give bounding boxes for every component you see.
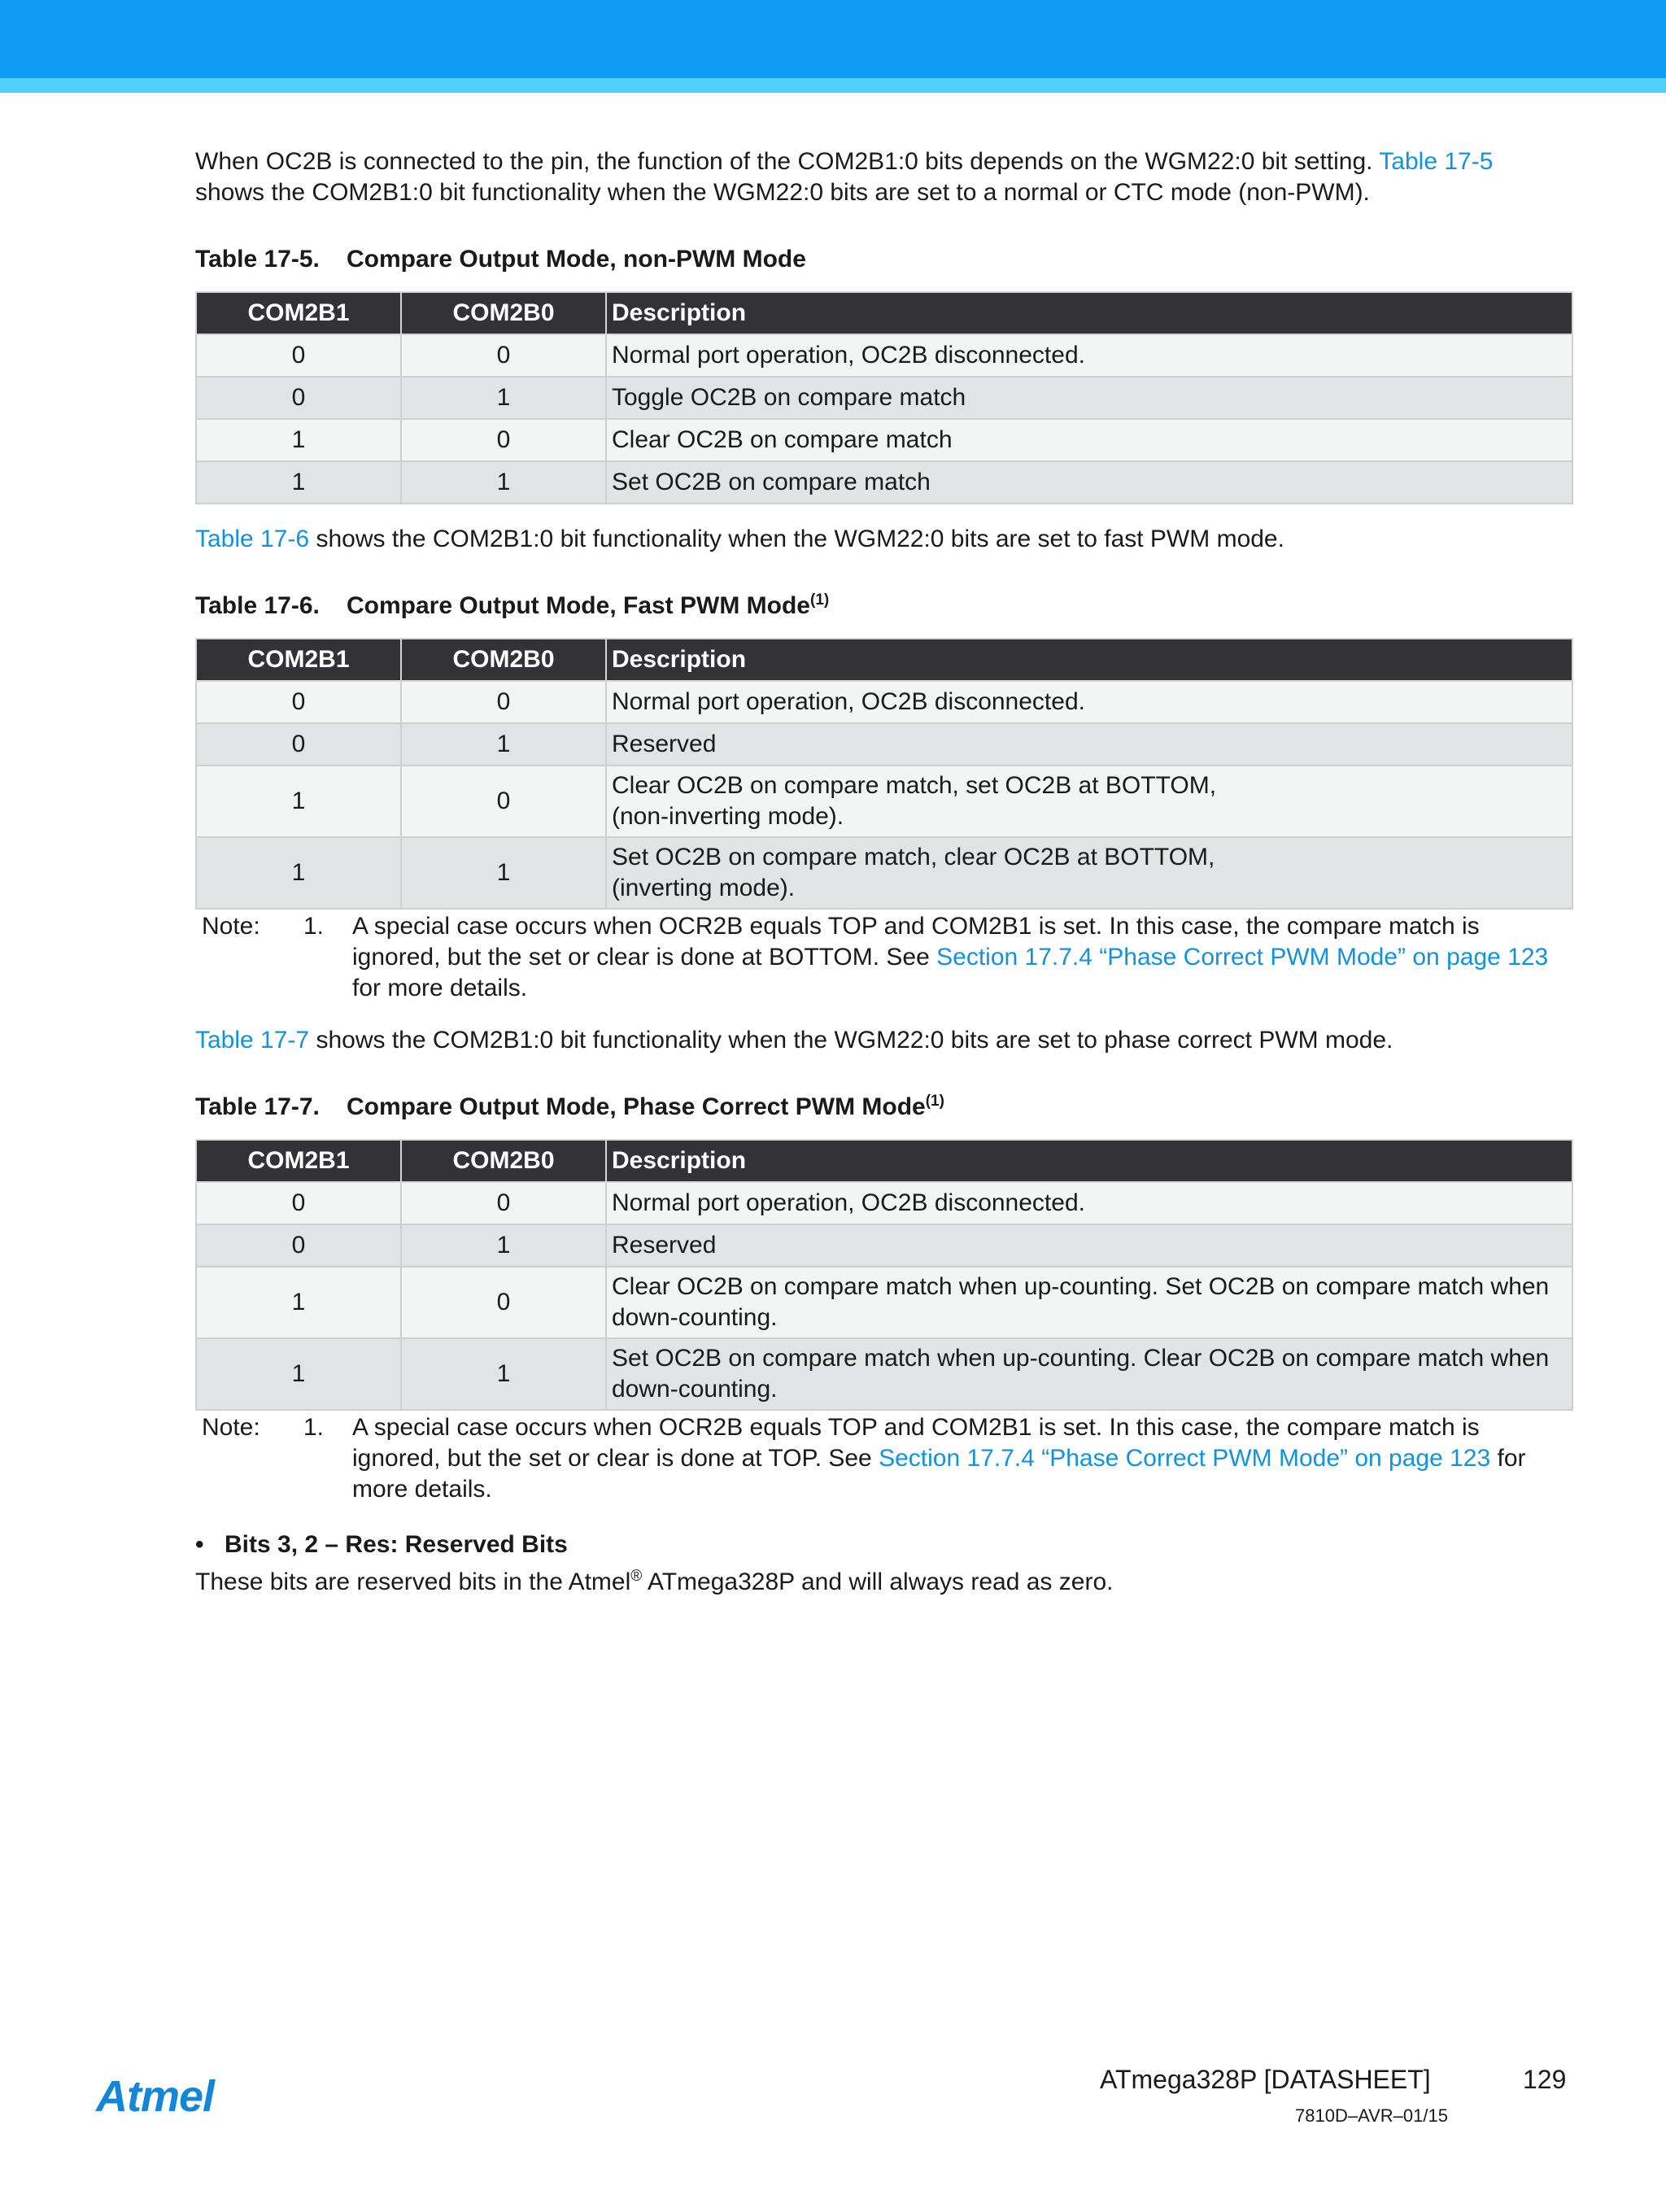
atmel-logo: Atmel <box>96 2072 215 2121</box>
cell-com2b0: 1 <box>401 1224 606 1267</box>
table-number: Table 17-6. <box>195 592 320 619</box>
cell-com2b0: 0 <box>401 1182 606 1224</box>
section-17-7-4-link[interactable]: Section 17.7.4 “Phase Correct PWM Mode” on page 123 <box>936 944 1549 971</box>
cell-description: Normal port operation, OC2B disconnected. <box>606 1182 1572 1224</box>
table-17-7-intro <box>195 1025 1573 1056</box>
note-text <box>352 911 1573 1004</box>
cell-com2b0: 1 <box>401 1338 606 1410</box>
cell-com2b0: 0 <box>401 1267 606 1338</box>
reserved-bits-text <box>195 1567 1573 1598</box>
cell-description: Normal port operation, OC2B disconnected. <box>606 334 1572 377</box>
intro-paragraph <box>195 146 1573 208</box>
cell-description <box>606 766 1572 837</box>
table-17-5-link[interactable]: Table 17-5 <box>1379 148 1494 175</box>
note-label: Note: <box>202 913 260 940</box>
cell-description <box>606 1338 1572 1410</box>
cell-com2b1: 0 <box>196 681 401 723</box>
description-line: Set OC2B on compare match, clear OC2B at BOTTOM, <box>612 844 1215 870</box>
cell-com2b1: 0 <box>196 377 401 419</box>
paragraph-text: shows the COM2B1:0 bit functionality when the WGM22:0 bits are set to phase correct PWM mode. <box>309 1027 1393 1054</box>
table-row <box>196 461 1572 504</box>
note-index: 1. <box>303 913 325 940</box>
table-17-6 <box>195 638 1573 910</box>
description-line: down-counting. <box>612 1376 778 1403</box>
header-com2b0: COM2B0 <box>401 292 606 334</box>
intro-text-cont: shows the COM2B1:0 bit functionality when the WGM22:0 bits are set to a normal or CTC mode (non-PWM). <box>195 179 1370 206</box>
note-text-part: A special case occurs when OCR2B equals TOP and COM2B1 is set. In this case, the compare match is ignored, but the set or clear is done at BOTTOM. See <box>352 913 1480 971</box>
header-description: Description <box>606 292 1572 334</box>
table-17-7-note <box>195 1412 1573 1505</box>
cell-com2b0: 0 <box>401 419 606 461</box>
note-text <box>352 1412 1573 1505</box>
table-row <box>196 1267 1572 1338</box>
cell-com2b1: 1 <box>196 461 401 504</box>
table-17-6-note <box>195 911 1573 1004</box>
header-description: Description <box>606 639 1572 681</box>
table-header-row <box>196 292 1572 334</box>
reserved-bits-heading <box>195 1529 1573 1560</box>
cell-com2b1: 1 <box>196 419 401 461</box>
cell-com2b0: 1 <box>401 377 606 419</box>
note-text-part: for more details. <box>352 1445 1526 1503</box>
cell-com2b0: 0 <box>401 766 606 837</box>
table-row <box>196 334 1572 377</box>
cell-com2b0: 1 <box>401 837 606 909</box>
table-row <box>196 1224 1572 1267</box>
cell-description: Set OC2B on compare match <box>606 461 1572 504</box>
table-17-5-caption <box>195 244 1573 275</box>
table-17-6-intro <box>195 524 1573 555</box>
cell-com2b1: 1 <box>196 766 401 837</box>
table-17-7-caption <box>195 1092 1573 1123</box>
doc-code: 7810D–AVR–01/15 <box>1295 2105 1448 2126</box>
table-number: Table 17-5. <box>195 246 320 273</box>
note-index: 1. <box>303 1414 325 1441</box>
cell-com2b1: 1 <box>196 837 401 909</box>
cell-description: Reserved <box>606 1224 1572 1267</box>
cell-com2b0: 1 <box>401 461 606 504</box>
header-description: Description <box>606 1140 1572 1182</box>
table-title: Compare Output Mode, Phase Correct PWM Mode <box>347 1093 926 1120</box>
header-accent-strip <box>0 78 1666 93</box>
table-title: Compare Output Mode, non-PWM Mode <box>347 246 806 273</box>
table-row <box>196 723 1572 766</box>
table-17-7 <box>195 1139 1573 1411</box>
cell-com2b0: 0 <box>401 334 606 377</box>
cell-com2b0: 0 <box>401 681 606 723</box>
cell-com2b1: 0 <box>196 1224 401 1267</box>
cell-description: Clear OC2B on compare match <box>606 419 1572 461</box>
description-line: (inverting mode). <box>612 875 796 901</box>
registered-mark: ® <box>630 1568 643 1585</box>
table-number: Table 17-7. <box>195 1093 320 1120</box>
cell-description <box>606 837 1572 909</box>
cell-description <box>606 1267 1572 1338</box>
header-com2b1: COM2B1 <box>196 639 401 681</box>
table-row <box>196 419 1572 461</box>
table-title: Compare Output Mode, Fast PWM Mode <box>347 592 810 619</box>
cell-com2b1: 0 <box>196 334 401 377</box>
header-band <box>0 0 1666 78</box>
table-row <box>196 1182 1572 1224</box>
header-com2b1: COM2B1 <box>196 292 401 334</box>
intro-text: When OC2B is connected to the pin, the function of the COM2B1:0 bits depends on the WGM22:0 bit setting. <box>195 148 1380 175</box>
cell-description: Reserved <box>606 723 1572 766</box>
heading-text: Bits 3, 2 – Res: Reserved Bits <box>225 1531 568 1558</box>
table-17-7-link[interactable]: Table 17-7 <box>195 1027 310 1054</box>
table-row <box>196 681 1572 723</box>
note-text-part: for more details. <box>352 975 528 1001</box>
note-text-part: A special case occurs when OCR2B equals TOP and COM2B1 is set. In this case, the compare match is ignored, but the set or clear is done at TOP. See <box>352 1414 1480 1472</box>
note-label: Note: <box>202 1414 260 1441</box>
table-row <box>196 1338 1572 1410</box>
paragraph-text: shows the COM2B1:0 bit functionality when the WGM22:0 bits are set to fast PWM mode. <box>309 526 1284 552</box>
description-line: Clear OC2B on compare match, set OC2B at BOTTOM, <box>612 772 1217 799</box>
header-com2b0: COM2B0 <box>401 639 606 681</box>
cell-com2b1: 1 <box>196 1267 401 1338</box>
footer-doc-title: ATmega328P [DATASHEET] <box>1100 2065 1431 2094</box>
cell-com2b1: 0 <box>196 1182 401 1224</box>
table-17-5 <box>195 291 1573 504</box>
cell-com2b1: 1 <box>196 1338 401 1410</box>
table-header-row <box>196 639 1572 681</box>
table-17-6-link[interactable]: Table 17-6 <box>195 526 310 552</box>
table-header-row <box>196 1140 1572 1182</box>
section-17-7-4-link[interactable]: Section 17.7.4 “Phase Correct PWM Mode” on page 123 <box>879 1445 1491 1472</box>
table-row <box>196 837 1572 909</box>
footnote-marker: (1) <box>925 1093 944 1110</box>
table-row <box>196 766 1572 837</box>
bullet-marker: • <box>195 1531 204 1558</box>
page-content <box>195 146 1573 1598</box>
cell-description: Toggle OC2B on compare match <box>606 377 1572 419</box>
paragraph-text: ATmega328P and will always read as zero. <box>642 1568 1114 1595</box>
header-com2b0: COM2B0 <box>401 1140 606 1182</box>
description-line: down-counting. <box>612 1304 778 1331</box>
description-line: (non-inverting mode). <box>612 803 844 830</box>
cell-description: Normal port operation, OC2B disconnected. <box>606 681 1572 723</box>
cell-com2b1: 0 <box>196 723 401 766</box>
cell-com2b0: 1 <box>401 723 606 766</box>
paragraph-text: These bits are reserved bits in the Atmel <box>195 1568 631 1595</box>
description-line: Set OC2B on compare match when up-counting. Clear OC2B on compare match when <box>612 1345 1550 1372</box>
header-com2b1: COM2B1 <box>196 1140 401 1182</box>
footnote-marker: (1) <box>810 591 830 609</box>
table-row <box>196 377 1572 419</box>
description-line: Clear OC2B on compare match when up-counting. Set OC2B on compare match when <box>612 1273 1550 1300</box>
page-number: 129 <box>1523 2065 1567 2094</box>
table-17-6-caption <box>195 591 1573 622</box>
